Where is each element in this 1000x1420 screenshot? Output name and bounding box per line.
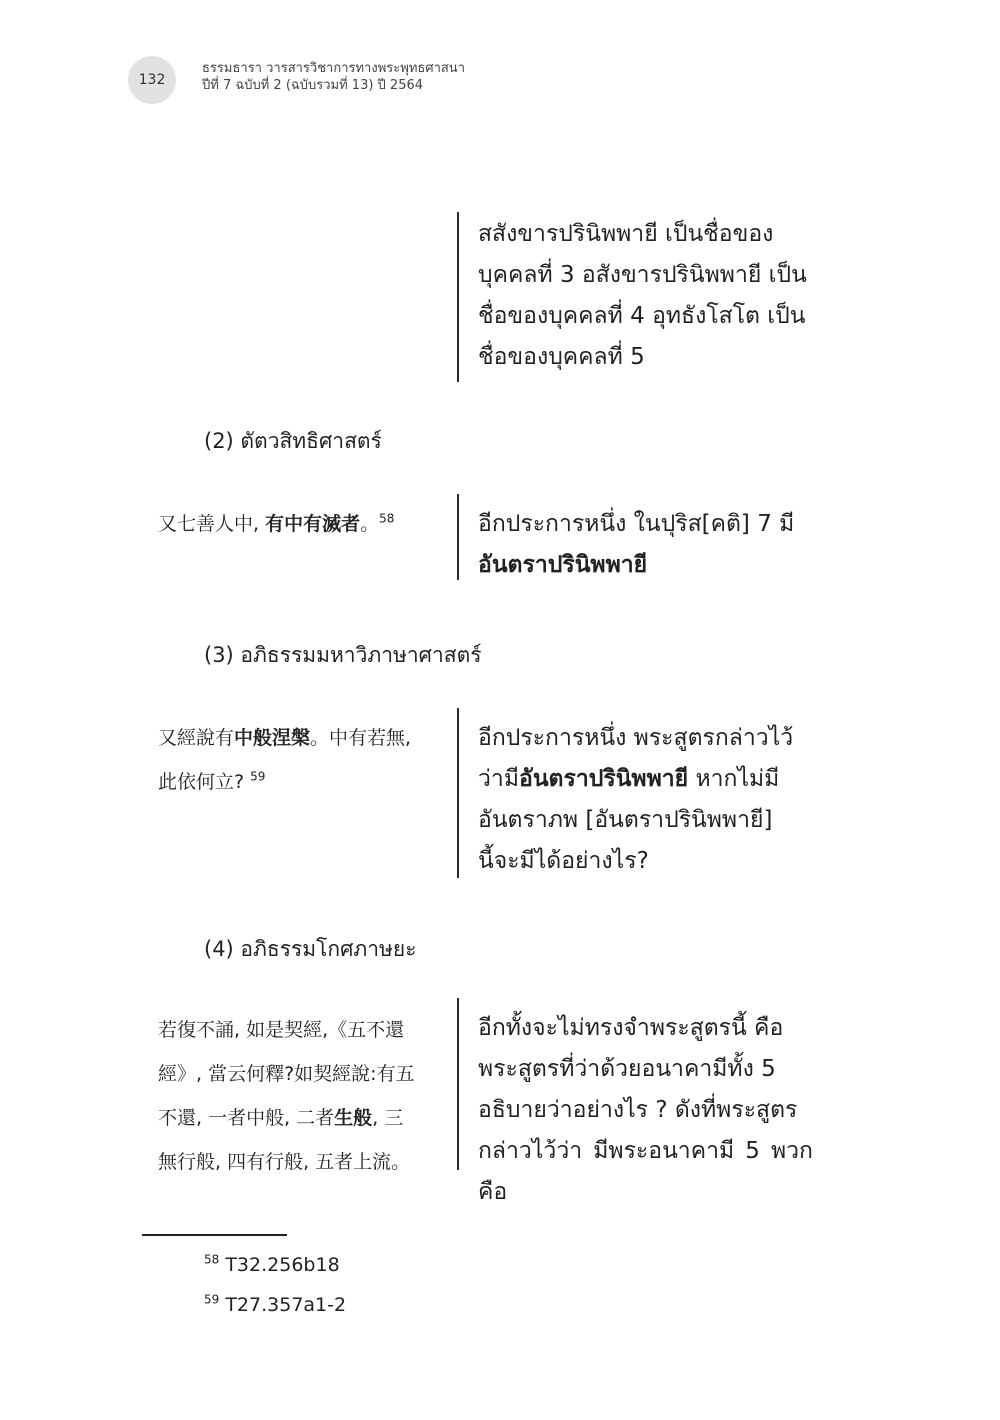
thai-translation-block1: [478, 214, 813, 378]
column-divider: [457, 708, 459, 878]
footnote-rule: [142, 1234, 287, 1236]
text-line: อันตราภพ [อันตราปรินิพพายี]: [478, 807, 773, 833]
text-line: ชื่อของบุคคลที่ 4 อุทธังโสโต เป็น: [478, 303, 806, 329]
footnote-59: [204, 1292, 346, 1318]
page-number-badge: [128, 56, 176, 104]
footnote-number: 59: [204, 1292, 220, 1307]
text-span: ว่ามี: [478, 766, 519, 792]
text-span: , 三: [372, 1107, 404, 1129]
text-line: บุคคลที่ 3 อสังขารปรินิพพายี เป็น: [478, 262, 807, 288]
thai-translation-3: [478, 718, 813, 882]
text-line: [478, 545, 813, 586]
text-line: 無行般, 四有行般, 五者上流。: [158, 1151, 411, 1173]
text-line: พระสูตรที่ว่าด้วยอนาคามีทั้ง 5: [478, 1056, 776, 1082]
section-title-3: (3) อภิธรรมมหาวิภาษาศาสตร์: [204, 643, 482, 667]
chinese-source-3: [158, 716, 443, 804]
footnote-text: T32.256b18: [225, 1254, 340, 1276]
bold-span: 中般涅槃: [234, 727, 311, 749]
text-span: หากไม่มี: [688, 766, 780, 792]
issue-info: ปีที่ 7 ฉบับที่ 2 (ฉบับรวมที่ 13) ปี 2564: [202, 78, 424, 93]
footnote-ref-58: 58: [379, 511, 395, 526]
thai-translation-2: [478, 504, 813, 586]
text-line: ชื่อของบุคคลที่ 5: [478, 344, 645, 370]
text-line: อีกประการหนึ่ง ในปุริส[คติ] 7 มี: [478, 511, 795, 537]
bold-span: 有中有滅者: [265, 513, 361, 535]
text-span: 不還, 一者中般, 二者: [158, 1107, 335, 1129]
text-span: 又七善人中,: [158, 513, 266, 535]
journal-title: ธรรมธารา วารสารวิชาการทางพระพุทธศาสนา: [202, 61, 465, 76]
page-number: 132: [138, 72, 166, 88]
thai-translation-4: [478, 1008, 813, 1213]
column-divider: [457, 998, 459, 1170]
section-title-2: (2) ตัตวสิทธิศาสตร์: [204, 429, 382, 453]
column-divider: [457, 494, 459, 580]
text-line: กล่าวไว้ว่า มีพระอนาคามี 5 พวก คือ: [478, 1138, 813, 1205]
text-line: 若復不誦, 如是契經,《五不還: [158, 1019, 405, 1041]
bold-span: 生般: [334, 1107, 373, 1129]
bold-span: อันตราปรินิพพายี: [519, 766, 689, 792]
text-line: [478, 759, 813, 800]
text-span: 此依何立?: [158, 771, 251, 793]
text-line: สสังขารปรินิพพายี เป็นชื่อของ: [478, 221, 774, 247]
text-span: 。中有若無,: [310, 727, 412, 749]
footnote-ref-59: 59: [250, 769, 266, 784]
text-span: 。: [360, 513, 380, 535]
column-divider: [457, 212, 459, 382]
text-line: นี้จะมีได้อย่างไร?: [478, 848, 649, 874]
text-line: [158, 1096, 443, 1140]
text-line: อธิบายว่าอย่างไร ? ดังที่พระสูตร: [478, 1097, 798, 1123]
bold-span: อันตราปรินิพพายี: [478, 552, 648, 578]
text-line: [158, 716, 443, 760]
footnote-number: 58: [204, 1252, 220, 1267]
section-title-4: (4) อภิธรรมโกศภาษยะ: [204, 937, 417, 961]
running-head: [202, 60, 465, 94]
text-span: 又經說有: [158, 727, 235, 749]
text-line: 經》, 當云何釋?如契經說:有五: [158, 1063, 415, 1085]
text-line: อีกทั้งจะไม่ทรงจำพระสูตรนี้ คือ: [478, 1015, 784, 1041]
text-line: อีกประการหนึ่ง พระสูตรกล่าวไว้: [478, 725, 794, 751]
text-line: [158, 760, 443, 804]
footnote-58: [204, 1252, 340, 1278]
chinese-source-4: [158, 1008, 443, 1184]
chinese-source-2: [158, 502, 443, 546]
footnote-text: T27.357a1-2: [225, 1294, 347, 1316]
